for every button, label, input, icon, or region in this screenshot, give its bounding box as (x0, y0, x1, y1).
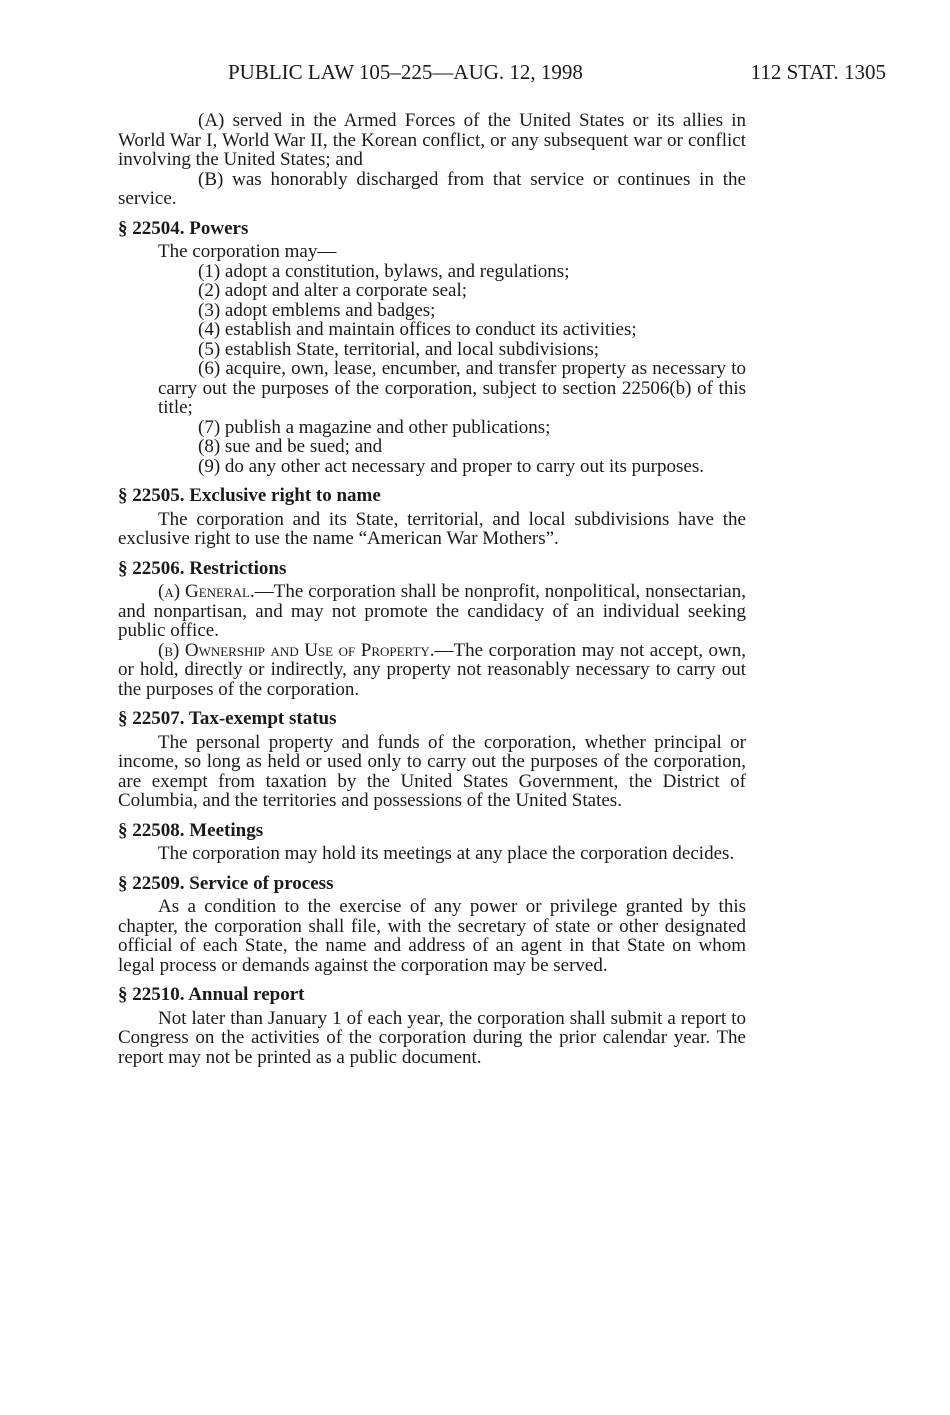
section-22506-subsection-b (118, 641, 746, 700)
power-item-2: (2) adopt and alter a corporate seal; (198, 280, 468, 301)
power-item-6: (6) acquire, own, lease, encumber, and transfer property as necessary to carry out the purposes of the corporation, subject to section 22506(b) of this title; (158, 358, 746, 418)
subsection-a-label: (a) General. (158, 581, 255, 602)
header-title: PUBLIC LAW 105–225—AUG. 12, 1998 (228, 60, 583, 84)
header-stat-citation: 112 STAT. 1305 (750, 60, 886, 84)
section-22510-text: Not later than January 1 of each year, the corporation shall submit a report to Congress on the activities of the corporation during the prior calendar year. The report may not be printed as a public document. (118, 1007, 746, 1068)
power-item-5: (5) establish State, territorial, and local subdivisions; (198, 338, 600, 360)
section-22506-heading: § 22506. Restrictions (118, 557, 287, 579)
section-22505-text: The corporation and its State, territorial, and local subdivisions have the exclusive right to use the name “American War Mothers”. (118, 508, 746, 549)
intro-clause-a: (A) served in the Armed Forces of the United States or its allies in World War I, World War II, the Korean conflict, or any subsequent war or conflict involving the United States; and (118, 110, 746, 170)
section-22507-heading: § 22507. Tax-exempt status (118, 708, 337, 729)
running-header (228, 60, 886, 90)
section-22508-heading: § 22508. Meetings (118, 819, 264, 841)
subsection-b-label: (b) Ownership and Use of Property. (158, 639, 435, 661)
section-22504-lead: The corporation may— (158, 241, 337, 262)
power-item-7: (7) publish a magazine and other publications; (198, 416, 551, 438)
power-item-1: (1) adopt a constitution, bylaws, and regulations; (198, 260, 570, 282)
section-22509-heading: § 22509. Service of process (118, 872, 334, 894)
section-22508-text: The corporation may hold its meetings at any place the corporation decides. (158, 843, 735, 864)
power-item-8: (8) sue and be sued; and (198, 436, 383, 457)
power-item-3: (3) adopt emblems and badges; (198, 299, 436, 321)
section-22507-text: The personal property and funds of the corporation, whether principal or income, so long as held or used only to carry out the purposes of the corporation, are exempt from taxation by the United States Government, the District of Columbia, and the territories and possessions of the United States. (118, 731, 746, 811)
subsection-b-text: —The corporation may not accept, own, or hold, directly or indirectly, any property not reasonably necessary to carry out the purposes of the corporation. (118, 639, 746, 700)
section-22509-text: As a condition to the exercise of any power or privilege granted by this chapter, the corporation shall file, with the secretary of state or other designated official of each State, the name and address of an agent in that State on whom legal process or demands against the corporation may be served. (118, 896, 746, 976)
section-22506-subsection-a (118, 582, 746, 641)
section-22510-heading: § 22510. Annual report (118, 984, 305, 1005)
intro-clause-b: (B) was honorably discharged from that service or continues in the service. (118, 168, 746, 209)
power-item-4: (4) establish and maintain offices to conduct its activities; (198, 319, 637, 340)
document-body (118, 111, 746, 1067)
section-22504-heading: § 22504. Powers (118, 217, 249, 239)
subsection-a-text: —The corporation shall be nonprofit, nonpolitical, nonsectarian, and nonpartisan, and may not promote the candidacy of an individual seeking public office. (118, 581, 746, 641)
power-item-9: (9) do any other act necessary and proper to carry out its purposes. (198, 455, 704, 477)
section-22505-heading: § 22505. Exclusive right to name (118, 485, 381, 506)
